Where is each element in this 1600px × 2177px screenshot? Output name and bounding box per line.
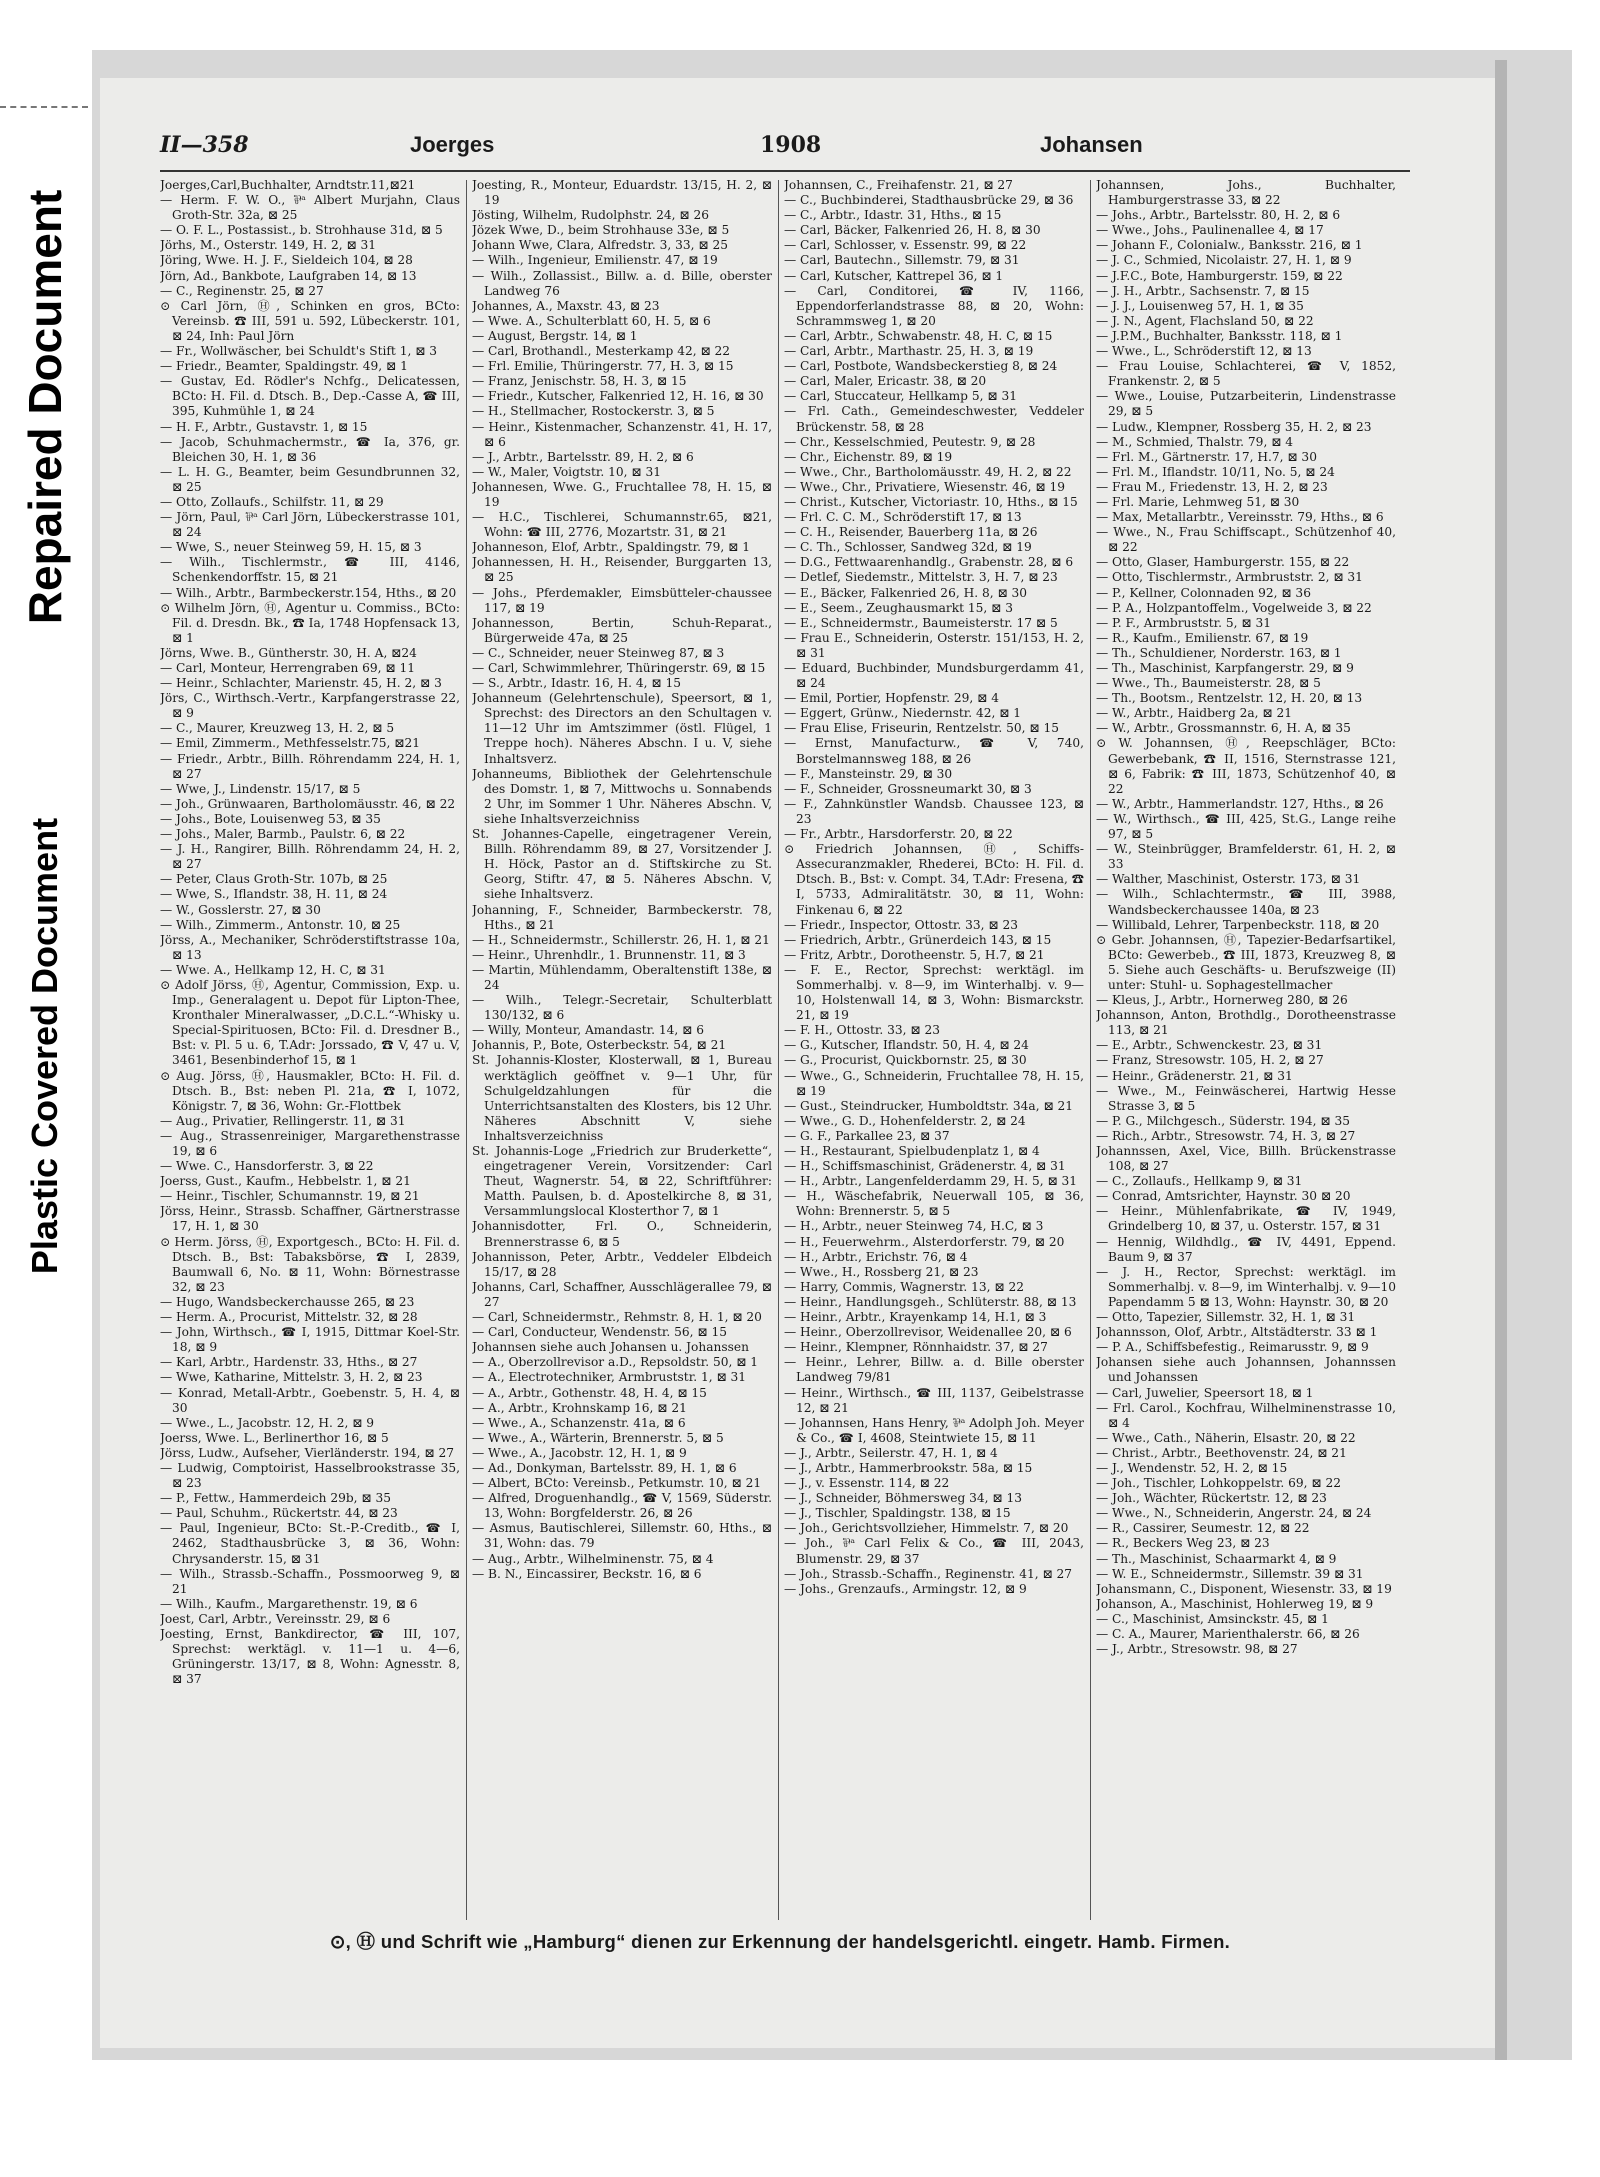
directory-entry: Joesting, R., Monteur, Eduardstr. 13/15, H. 2, ⊠ 19 <box>472 178 772 208</box>
directory-entry: — Frl. Marie, Lehmweg 51, ⊠ 30 <box>1096 494 1300 509</box>
directory-entry: — Gustav, Ed. Rödler's Nchfg., Delicatessen, BCto: H. Fil. d. Dtsch. B., Dep.-Casse A, ☎ III, 395, Kuhmühle 1, ⊠ 24 <box>160 374 460 419</box>
side-label-strip <box>0 0 90 2177</box>
directory-entry: — Otto, Zollaufs., Schilfstr. 11, ⊠ 29 <box>160 494 384 509</box>
directory-entry: — Wwe., G. D., Hohenfelderstr. 2, ⊠ 24 <box>784 1113 1026 1128</box>
directory-entry: Johansmann, C., Disponent, Wiesenstr. 33, ⊠ 19 <box>1096 1581 1392 1596</box>
directory-entry: — Kleus, J., Arbtr., Hornerweg 280, ⊠ 26 <box>1096 993 1348 1008</box>
directory-entry: — Wwe., L., Jacobstr. 12, H. 2, ⊠ 9 <box>160 1415 375 1430</box>
directory-entry: — Wilh., Arbtr., Barmbeckerstr.154, Hths., ⊠ 20 <box>160 585 457 600</box>
directory-entry: — Aug., Privatier, Rellingerstr. 11, ⊠ 31 <box>160 1113 406 1128</box>
directory-entry: — Wwe. C., Hansdorferstr. 3, ⊠ 22 <box>160 1159 374 1174</box>
directory-entry: Joerss, Gust., Kaufm., Hebbelstr. 1, ⊠ 21 <box>160 1174 411 1189</box>
directory-entry: — Wwe., N., Schneiderin, Angerstr. 24, ⊠ 24 <box>1096 1506 1372 1521</box>
directory-entry: — Ernst, Manufacturw., ☎ V, 740, Borstelmannsweg 188, ⊠ 26 <box>784 736 1084 766</box>
directory-entry: — Carl, Bautechn., Sillemstr. 79, ⊠ 31 <box>784 253 1020 268</box>
directory-entry: — Wwe., Chr., Privatiere, Wiesenstr. 46, ⊠ 19 <box>784 479 1065 494</box>
directory-entry: — Wwe, S., Iflandstr. 38, H. 11, ⊠ 24 <box>160 887 388 902</box>
directory-entry: — M., Schmied, Thalstr. 79, ⊠ 4 <box>1096 434 1294 449</box>
directory-entry: Johannesson, Bertin, Schuh-Reparat., Bürgerweide 47a, ⊠ 25 <box>472 615 772 645</box>
directory-entry: — Jacob, Schuhmachermstr., ☎ Ia, 376, gr. Bleichen 30, H. 1, ⊠ 36 <box>160 434 460 464</box>
directory-entry: — Wwe., Th., Baumeisterstr. 28, ⊠ 5 <box>1096 676 1321 691</box>
directory-entry: — H., Arbtr., neuer Steinweg 74, H.C, ⊠ 3 <box>784 1219 1044 1234</box>
directory-entry: — Joh., Wächter, Rückertstr. 12, ⊠ 23 <box>1096 1491 1327 1506</box>
directory-entry: St. Johannis-Kloster, Klosterwall, ⊠ 1, Bureau werktäglich geöffnet v. 9—1 Uhr, für Schulgeldzahlungen für die Unterrichtsanstalten des Klosters, bis 12 Uhr. Näheres Abschnitt V, siehe Inhaltsverzeichniss <box>472 1053 772 1143</box>
directory-entry: — W., Arbtr., Grossmannstr. 6, H. A, ⊠ 35 <box>1096 721 1351 736</box>
directory-entry: ⊙ Wilhelm Jörn, Ⓗ, Agentur u. Commiss., BCto: Fil. d. Dresdn. Bk., ☎ Ia, 1748 Hopfensack 13, ⊠ 1 <box>160 600 460 645</box>
directory-entry: — Carl, Juwelier, Speersort 18, ⊠ 1 <box>1096 1385 1314 1400</box>
directory-entry: — Carl, Schlosser, v. Essenstr. 99, ⊠ 22 <box>784 238 1027 253</box>
directory-entry: Johanning, F., Schneider, Barmbeckerstr. 78, Hths., ⊠ 21 <box>472 902 772 932</box>
directory-entry: — Wwe, S., neuer Steinweg 59, H. 15, ⊠ 3 <box>160 540 422 555</box>
directory-entry: — E., Schneidermstr., Baumeisterstr. 17 ⊠ 5 <box>784 615 1058 630</box>
directory-entry: — Joh., Strassb.-Schaffn., Reginenstr. 41, ⊠ 27 <box>784 1566 1073 1581</box>
directory-entry: — Frl. C. C. M., Schröderstift 17, ⊠ 13 <box>784 510 1022 525</box>
directory-entry: — Carl, Stuccateur, Hellkamp 5, ⊠ 31 <box>784 389 1017 404</box>
cut-line <box>0 106 88 108</box>
directory-columns <box>160 178 1410 1918</box>
directory-entry: — Konrad, Metall-Arbtr., Goebenstr. 5, H. 4, ⊠ 30 <box>160 1385 460 1415</box>
directory-entry: — H., Wäschefabrik, Neuerwall 105, ⊠ 36, Wohn: Brennerstr. 5, ⊠ 5 <box>784 1189 1084 1219</box>
directory-entry: — J., Wendenstr. 52, H. 2, ⊠ 15 <box>1096 1460 1288 1475</box>
directory-entry: Johannsen, C., Freihafenstr. 21, ⊠ 27 <box>784 178 1013 192</box>
directory-entry: — Wwe., A., Jacobstr. 12, H. 1, ⊠ 9 <box>472 1445 687 1460</box>
directory-entry: — S., Arbtr., Idastr. 16, H. 4, ⊠ 15 <box>472 676 682 691</box>
directory-entry: — Herm. A., Procurist, Mittelstr. 32, ⊠ 28 <box>160 1310 418 1325</box>
directory-entry: Johanneums, Bibliothek der Gelehrtenschule des Domstr. 1, ⊠ 7, Mittwochs u. Sonnabends 2 Uhr, im Sommer 1 Uhr. Näheres Abschn. V, siehe Inhaltsverzeichniss <box>472 766 772 826</box>
directory-entry: — Joh., Gerichtsvollzieher, Himmelstr. 7, ⊠ 20 <box>784 1521 1069 1536</box>
directory-entry: — Franz, Jenischstr. 58, H. 3, ⊠ 15 <box>472 374 687 389</box>
directory-entry: Jörns, Wwe. B., Güntherstr. 30, H. A, ⊠24 <box>160 645 417 660</box>
directory-entry: — Joh., Grünwaaren, Bartholomäusstr. 46, ⊠ 22 <box>160 796 456 811</box>
directory-entry: — Carl, Maler, Ericastr. 38, ⊠ 20 <box>784 374 987 389</box>
directory-entry: — Frl. M., Iflandstr. 10/11, No. 5, ⊠ 24 <box>1096 464 1335 479</box>
directory-entry: — Wwe., A., Schanzenstr. 41a, ⊠ 6 <box>472 1415 686 1430</box>
directory-entry: — Frl. Carol., Kochfrau, Wilhelminenstrasse 10, ⊠ 4 <box>1096 1400 1396 1430</box>
directory-entry: — J., v. Essenstr. 114, ⊠ 22 <box>784 1476 950 1491</box>
directory-entry: — H., Stellmacher, Rostockerstr. 3, ⊠ 5 <box>472 404 715 419</box>
directory-entry: — W., Arbtr., Haidberg 2a, ⊠ 21 <box>1096 706 1292 721</box>
directory-entry: — Wwe., A., Wärterin, Brennerstr. 5, ⊠ 5 <box>472 1430 724 1445</box>
directory-entry: — Wilh., Tischlermstr., ☎ III, 4146, Schenkendorffstr. 15, ⊠ 21 <box>160 555 460 585</box>
directory-entry: — P. F., Armbruststr. 5, ⊠ 31 <box>1096 615 1272 630</box>
directory-entry: — C., Maschinist, Amsinckstr. 45, ⊠ 1 <box>1096 1611 1329 1626</box>
directory-entry: — Emil, Portier, Hopfenstr. 29, ⊠ 4 <box>784 691 999 706</box>
directory-entry: — August, Bergstr. 14, ⊠ 1 <box>472 328 638 343</box>
directory-entry: — Eduard, Buchbinder, Mundsburgerdamm 41, ⊠ 24 <box>784 661 1084 691</box>
directory-entry: — A., Oberzollrevisor a.D., Repsoldstr. 50, ⊠ 1 <box>472 1355 759 1370</box>
directory-entry: — Carl, Conducteur, Wendenstr. 56, ⊠ 15 <box>472 1325 727 1340</box>
directory-entry: — C., Maurer, Kreuzweg 13, H. 2, ⊠ 5 <box>160 721 395 736</box>
directory-entry: — R., Kaufm., Emilienstr. 67, ⊠ 19 <box>1096 630 1309 645</box>
directory-entry: — Aug., Strassenreiniger, Margarethenstrasse 19, ⊠ 6 <box>160 1128 460 1158</box>
header-rule <box>160 170 1410 172</box>
directory-entry: Joesting, Ernst, Bankdirector, ☎ III, 107, Sprechst: werktägl. v. 11—1 u. 4—6, Grüningerstr. 13/17, ⊠ 8, Wohn: Agnesstr. 8, ⊠ 37 <box>160 1627 460 1687</box>
directory-entry: — Ludw., Klempner, Rossberg 35, H. 2, ⊠ 23 <box>1096 419 1372 434</box>
directory-entry: — Albert, BCto: Vereinsb., Petkumstr. 10, ⊠ 21 <box>472 1476 762 1491</box>
directory-entry: — Carl, Arbtr., Schwabenstr. 48, H. C, ⊠ 15 <box>784 328 1053 343</box>
directory-entry: — Christ., Kutscher, Victoriastr. 10, Hths., ⊠ 15 <box>784 494 1078 509</box>
directory-entry: — F. E., Rector, Sprechst: werktägl. im Sommerhalbj. v. 8—9, im Winterhalbj. v. 9—10, Holstenwall 14, ⊠ 3, Wohn: Bismarckstr. 21, ⊠ 19 <box>784 962 1084 1023</box>
column-3 <box>784 178 1084 1918</box>
directory-entry: — L. H. G., Beamter, beim Gesundbrunnen 32, ⊠ 25 <box>160 464 460 494</box>
directory-entry: — Johs., Pferdemakler, Eimsbütteler-chaussee 117, ⊠ 19 <box>472 585 772 615</box>
directory-entry: Jösting, Wilhelm, Rudolphstr. 24, ⊠ 26 <box>472 208 709 223</box>
directory-entry: — Frau E., Schneiderin, Osterstr. 151/153, H. 2, ⊠ 31 <box>784 630 1084 660</box>
directory-entry: — Wwe, Katharine, Mittelstr. 3, H. 2, ⊠ 23 <box>160 1370 423 1385</box>
directory-entry: Johannes, A., Maxstr. 43, ⊠ 23 <box>472 298 660 313</box>
directory-entry: Jöring, Wwe. H. J. F., Sieldeich 104, ⊠ 28 <box>160 253 413 268</box>
directory-entry: — J., Arbtr., Bartelsstr. 89, H. 2, ⊠ 6 <box>472 449 694 464</box>
footer-note: ⊙, Ⓗ und Schrift wie „Hamburg“ dienen zur Erkennung der handelsgerichtl. eingetr. Hamb. Firmen. <box>329 1931 1231 1952</box>
directory-entry: — Heinr., Arbtr., Krayenkamp 14, H.1, ⊠ 3 <box>784 1310 1047 1325</box>
directory-entry: — Ludwig, Comptoirist, Hasselbrookstrasse 35, ⊠ 23 <box>160 1460 460 1491</box>
directory-entry: — H., Feuerwehrm., Alsterdorferstr. 79, ⊠ 20 <box>784 1234 1065 1249</box>
directory-entry: — Christ., Arbtr., Beethovenstr. 24, ⊠ 21 <box>1096 1445 1347 1460</box>
directory-entry: — Johann F., Colonialw., Banksstr. 216, ⊠ 1 <box>1096 238 1363 253</box>
directory-entry: — H., Schiffsmaschinist, Grädenerstr. 4, ⊠ 31 <box>784 1159 1066 1174</box>
directory-entry: — Fr., Wollwäscher, bei Schuldt's Stift 1, ⊠ 3 <box>160 344 438 359</box>
directory-entry: St. Johannis-Loge „Friedrich zur Bruderkette“, eingetragener Verein, Vorsitzender: Carl Theut, Wagnerstr. 54, ⊠ 22, Schriftführer: Matth. Paulsen, b. d. Apostelkirche 8, ⊠ 31, Versammlungslocal Klosterthor 7, ⊠ 1 <box>472 1144 772 1219</box>
directory-entry: — Wwe., H., Rossberg 21, ⊠ 23 <box>784 1264 979 1279</box>
directory-entry: — Peter, Claus Groth-Str. 107b, ⊠ 25 <box>160 872 388 887</box>
directory-entry: — Heinr., Uhrenhdlr., 1. Brunnenstr. 11, ⊠ 3 <box>472 947 746 962</box>
directory-entry: — Rich., Arbtr., Stresowstr. 74, H. 3, ⊠ 27 <box>1096 1128 1356 1143</box>
directory-entry: — J. J., Louisenweg 57, H. 1, ⊠ 35 <box>1096 298 1304 313</box>
directory-entry: Joerss, Wwe. L., Berlinerthor 16, ⊠ 5 <box>160 1430 389 1445</box>
directory-entry: — G. F., Parkallee 23, ⊠ 37 <box>784 1128 950 1143</box>
directory-entry: — Wwe., L., Schröderstift 12, ⊠ 13 <box>1096 344 1312 359</box>
directory-entry: — Wwe., G., Schneiderin, Fruchtallee 78, H. 15, ⊠ 19 <box>784 1068 1084 1098</box>
directory-entry: Johannsen, Johs., Buchhalter, Hamburgerstrasse 33, ⊠ 22 <box>1096 178 1396 208</box>
directory-entry: — Heinr., Kistenmacher, Schanzenstr. 41, H. 17, ⊠ 6 <box>472 419 772 449</box>
directory-entry: — Friedr., Inspector, Ottostr. 33, ⊠ 23 <box>784 917 1018 932</box>
repaired-document-label: Repaired Document <box>19 189 71 625</box>
directory-entry: — J., Arbtr., Seilerstr. 47, H. 1, ⊠ 4 <box>784 1445 998 1460</box>
directory-entry: Johannis, P., Bote, Osterbeckstr. 54, ⊠ 21 <box>472 1038 727 1053</box>
directory-entry: — Walther, Maschinist, Osterstr. 173, ⊠ 31 <box>1096 872 1361 887</box>
directory-entry: ⊙ Carl Jörn, Ⓗ, Schinken en gros, BCto: Vereinsb. ☎ III, 591 u. 592, Lübeckerstr. 101, ⊠ 24, Inh: Paul Jörn <box>160 298 460 343</box>
directory-entry: — R., Cassirer, Seumestr. 12, ⊠ 22 <box>1096 1521 1310 1536</box>
directory-entry: — F. H., Ottostr. 33, ⊠ 23 <box>784 1023 940 1038</box>
directory-entry: — D.G., Fettwaarenhandlg., Grabenstr. 28, ⊠ 6 <box>784 555 1074 570</box>
directory-entry: — Carl, Bäcker, Falkenried 26, H. 8, ⊠ 30 <box>784 223 1041 238</box>
directory-entry: — Wwe., Johs., Paulinenallee 4, ⊠ 17 <box>1096 223 1324 238</box>
directory-entry: — W., Wirthsch., ☎ III, 425, St.G., Lange reihe 97, ⊠ 5 <box>1096 811 1396 842</box>
page-header <box>160 132 1410 168</box>
directory-entry: — Frau Elise, Friseurin, Rentzelstr. 50, ⊠ 15 <box>784 721 1059 736</box>
directory-entry: — Heinr., Handlungsgeh., Schlüterstr. 88, ⊠ 13 <box>784 1294 1077 1309</box>
directory-entry: Jörss, Ludw., Aufseher, Vierländerstr. 194, ⊠ 27 <box>160 1445 454 1460</box>
directory-entry: — Johs., Maler, Barmb., Paulstr. 6, ⊠ 22 <box>160 827 406 842</box>
directory-entry: Johannssen, Axel, Vice, Billh. Brückenstrasse 108, ⊠ 27 <box>1096 1144 1396 1174</box>
directory-entry: — R., Beckers Weg 23, ⊠ 23 <box>1096 1536 1270 1551</box>
directory-entry: — H., Arbtr., Langenfelderdamm 29, H. 5, ⊠ 31 <box>784 1174 1078 1189</box>
directory-entry: — Chr., Kesselschmied, Peutestr. 9, ⊠ 28 <box>784 434 1036 449</box>
directory-entry: — C. Th., Schlosser, Sandweg 32d, ⊠ 19 <box>784 540 1032 555</box>
directory-entry: Johanson, A., Maschinist, Hohlerweg 19, ⊠ 9 <box>1096 1596 1374 1611</box>
directory-entry: — Heinr., Schlachter, Marienstr. 45, H. 2, ⊠ 3 <box>160 676 442 691</box>
directory-entry: — Johs., Bote, Louisenweg 53, ⊠ 35 <box>160 811 381 826</box>
directory-entry: — Wwe. A., Schulterblatt 60, H. 5, ⊠ 6 <box>472 313 711 328</box>
directory-entry: — Wwe., Chr., Bartholomäusstr. 49, H. 2, ⊠ 22 <box>784 464 1072 479</box>
directory-entry: St. Johannes-Capelle, eingetragener Verein, Billh. Röhrendamm 89, ⊠ 27, Vorsitzender J. H. Höck, Pastor an d. Stiftskirche zu St. Georg, Stiftr. 47, ⊠ 5. Näheres Abschn. V, siehe Inhaltsverz. <box>472 827 772 902</box>
directory-entry: — Wwe., Cath., Näherin, Elsastr. 20, ⊠ 22 <box>1096 1430 1356 1445</box>
directory-entry: — Friedr., Kutscher, Falkenried 12, H. 16, ⊠ 30 <box>472 389 764 404</box>
directory-entry: — J. H., Rector, Sprechst: werktägl. im Sommerhalbj. v. 8—9, im Winterhalbj. v. 9—10 Papendamm 5 ⊠ 13, Wohn: Haynstr. 30, ⊠ 20 <box>1096 1264 1396 1309</box>
directory-entry: Jörhs, M., Osterstr. 149, H. 2, ⊠ 31 <box>160 238 377 253</box>
directory-entry: Johanns, Carl, Schaffner, Ausschlägerallee 79, ⊠ 27 <box>472 1279 772 1309</box>
directory-entry: — G., Kutscher, Iflandstr. 50, H. 4, ⊠ 24 <box>784 1038 1029 1053</box>
directory-entry: Johannsen siehe auch Johansen u. Johanssen <box>472 1340 749 1355</box>
directory-entry: — Friedr., Arbtr., Billh. Röhrendamm 224, H. 1, ⊠ 27 <box>160 751 460 781</box>
directory-entry: Johanneson, Elof, Arbtr., Spaldingstr. 79, ⊠ 1 <box>472 540 750 555</box>
directory-entry: — Joh., ⅌ᵃ Carl Felix & Co., ☎ III, 2043, Blumenstr. 29, ⊠ 37 <box>784 1536 1084 1566</box>
directory-entry: — C. A., Maurer, Marienthalerstr. 66, ⊠ 26 <box>1096 1627 1360 1641</box>
directory-entry: — H. F., Arbtr., Gustavstr. 1, ⊠ 15 <box>160 419 368 434</box>
directory-entry: — Wilh., Schlachtermstr., ☎ III, 3988, Wandsbeckerchaussee 140a, ⊠ 23 <box>1096 887 1396 917</box>
directory-entry: — A., Arbtr., Krohnskamp 16, ⊠ 21 <box>472 1400 687 1415</box>
directory-entry: — Th., Bootsm., Rentzelstr. 12, H. 20, ⊠ 13 <box>1096 691 1363 706</box>
directory-entry: — J.F.C., Bote, Hamburgerstr. 159, ⊠ 22 <box>1096 268 1343 283</box>
directory-entry: Johannessen, H. H., Reisender, Burggarten 13, ⊠ 25 <box>472 555 772 585</box>
directory-entry: — P., Kellner, Colonnaden 92, ⊠ 36 <box>1096 585 1311 600</box>
directory-entry: — W. E., Schneidermstr., Sillemstr. 39 ⊠ 31 <box>1096 1566 1364 1581</box>
directory-entry: — Jörn, Paul, ⅌ᵃ Carl Jörn, Lübeckerstrasse 101, ⊠ 24 <box>160 510 460 540</box>
directory-entry: — Wilh., Strassb.-Schaffn., Possmoorweg 9, ⊠ 21 <box>160 1566 460 1596</box>
directory-entry: — C. H., Reisender, Bauerberg 11a, ⊠ 26 <box>784 525 1038 540</box>
directory-entry: — E., Seem., Zeughausmarkt 15, ⊠ 3 <box>784 600 1013 615</box>
directory-entry: — Frl. Cath., Gemeindeschwester, Veddeler Brückenstr. 58, ⊠ 28 <box>784 404 1084 434</box>
directory-entry: — Paul, Ingenieur, BCto: St.-P.-Creditb., ☎ I, 2462, Stadthausbrücke 3, ⊠ 36, Wohn: Chrysanderstr. 15, ⊠ 31 <box>160 1521 460 1566</box>
directory-entry: ⊙ Gebr. Johannsen, Ⓗ, Tapezier-Bedarfsartikel, BCto: Gewerbeb., ☎ III, 1873, Kreuzweg 8, ⊠ 5. Siehe auch Geschäfts- u. Berufszweige (II) unter: Stuhl- u. Sophagestellmacher <box>1096 932 1396 992</box>
directory-entry: — H.C., Tischlerei, Schumannstr.65, ⊠21, Wohn: ☎ III, 2776, Mozartstr. 31, ⊠ 21 <box>472 510 772 540</box>
directory-entry: — Wwe., M., Feinwäscherei, Hartwig Hesse Strasse 3, ⊠ 5 <box>1096 1083 1396 1113</box>
directory-entry: — Paul, Schuhm., Rückertstr. 44, ⊠ 23 <box>160 1506 398 1521</box>
directory-entry: — Carl, Schneidermstr., Rehmstr. 8, H. 1, ⊠ 20 <box>472 1310 762 1325</box>
directory-entry: — H., Schneidermstr., Schillerstr. 26, H. 1, ⊠ 21 <box>472 932 770 947</box>
directory-entry: — Wilh., Zimmerm., Antonstr. 10, ⊠ 25 <box>160 917 401 932</box>
directory-entry: — J., Tischler, Spaldingstr. 138, ⊠ 15 <box>784 1506 1011 1521</box>
directory-entry: — Th., Maschinist, Karpfangerstr. 29, ⊠ 9 <box>1096 661 1354 675</box>
column-1 <box>160 178 460 1918</box>
directory-entry: — Heinr., Klempner, Rönnhaidstr. 37, ⊠ 27 <box>784 1340 1048 1355</box>
directory-entry: — G., Procurist, Quickbornstr. 25, ⊠ 30 <box>784 1053 1027 1068</box>
column-4 <box>1096 178 1396 1918</box>
directory-entry: — F., Schneider, Grossneumarkt 30, ⊠ 3 <box>784 781 1032 796</box>
directory-entry: Jörs, C., Wirthsch.-Vertr., Karpfangerstrasse 22, ⊠ 9 <box>160 691 460 721</box>
directory-entry: — Wilh., Ingenieur, Emilienstr. 47, ⊠ 19 <box>472 253 718 268</box>
directory-entry: — Carl, Arbtr., Marthastr. 25, H. 3, ⊠ 19 <box>784 344 1034 359</box>
directory-entry: ⊙ Aug. Jörss, Ⓗ, Hausmakler, BCto: H. Fil. d. Dtsch. B., Bst: neben Pl. 21a, ☎ I, 1072, Königstr. 7, ⊠ 36, Wohn: Gr.-Flottbek <box>160 1068 460 1113</box>
directory-entry: — Otto, Tapezier, Sillemstr. 32, H. 1, ⊠ 31 <box>1096 1310 1356 1325</box>
directory-entry: — Th., Maschinist, Schaarmarkt 4, ⊠ 9 <box>1096 1551 1337 1566</box>
directory-entry: — Conrad, Amtsrichter, Haynstr. 30 ⊠ 20 <box>1096 1189 1351 1204</box>
directory-entry: — John, Wirthsch., ☎ I, 1915, Dittmar Koel-Str. 18, ⊠ 9 <box>160 1325 460 1355</box>
directory-entry: — Herm. F. W. O., ⅌ᵃ Albert Murjahn, Claus Groth-Str. 32a, ⊠ 25 <box>160 193 460 223</box>
directory-entry: — W., Gosslerstr. 27, ⊠ 30 <box>160 902 321 917</box>
directory-entry: — Carl, Kutscher, Kattrepel 36, ⊠ 1 <box>784 268 1004 283</box>
directory-entry: — Frl. M., Gärtnerstr. 17, H.7, ⊠ 30 <box>1096 449 1317 464</box>
directory-entry: — Fr., Arbtr., Harsdorferstr. 20, ⊠ 22 <box>784 827 1013 842</box>
directory-entry: — F., Mansteinstr. 29, ⊠ 30 <box>784 766 953 781</box>
directory-entry: — Martin, Mühlendamm, Oberaltenstift 138e, ⊠ 24 <box>472 962 772 992</box>
directory-entry: — H., Restaurant, Spielbudenplatz 1, ⊠ 4 <box>784 1144 1040 1158</box>
directory-entry: — Wilh., Telegr.-Secretair, Schulterblatt 130/132, ⊠ 6 <box>472 993 772 1023</box>
directory-entry: — Emil, Zimmerm., Methfesselstr.75, ⊠21 <box>160 736 421 751</box>
directory-entry: — C., Zollaufs., Hellkamp 9, ⊠ 31 <box>1096 1174 1303 1189</box>
directory-entry: — Hennig, Wildhdlg., ☎ IV, 4491, Eppend. Baum 9, ⊠ 37 <box>1096 1234 1396 1264</box>
directory-entry: — J. H., Arbtr., Sachsenstr. 7, ⊠ 15 <box>1096 283 1310 298</box>
directory-entry: ⊙ W. Johannsen, Ⓗ, Reepschläger, BCto: Gewerbebank, ☎ II, 1516, Sternstrasse 121, ⊠ 6, Fabrik: ☎ III, 1873, Schützenhof 40, ⊠ 22 <box>1096 736 1396 796</box>
header-first-name: Joerges <box>410 132 495 157</box>
directory-entry: — Frau Louise, Schlachterei, ☎ V, 1852, Frankenstr. 2, ⊠ 5 <box>1096 359 1396 389</box>
directory-entry: — Heinr., Grädenerstr. 21, ⊠ 31 <box>1096 1068 1293 1083</box>
directory-entry: — Joh., Tischler, Lohkoppelstr. 69, ⊠ 22 <box>1096 1476 1342 1491</box>
directory-entry: — Otto, Tischlermstr., Armbruststr. 2, ⊠ 31 <box>1096 570 1363 585</box>
directory-entry: — Wwe., Louise, Putzarbeiterin, Lindenstrasse 29, ⊠ 5 <box>1096 389 1396 419</box>
directory-entry: — W., Maler, Voigtstr. 10, ⊠ 31 <box>472 464 662 479</box>
directory-entry: — Wilh., Zollassist., Billw. a. d. Bille, oberster Landweg 76 <box>472 268 772 298</box>
directory-entry: — Otto, Glaser, Hamburgerstr. 155, ⊠ 22 <box>1096 555 1350 570</box>
directory-entry: — H., Arbtr., Erichstr. 76, ⊠ 4 <box>784 1249 968 1264</box>
directory-entry: — W., Arbtr., Hammerlandstr. 127, Hths., ⊠ 26 <box>1096 796 1384 811</box>
directory-entry: — Asmus, Bautischlerei, Sillemstr. 60, Hths., ⊠ 31, Wohn: das. 79 <box>472 1521 772 1551</box>
directory-entry: — Willy, Monteur, Amandastr. 14, ⊠ 6 <box>472 1023 704 1038</box>
directory-entry: — Friedrich, Arbtr., Grünerdeich 143, ⊠ 15 <box>784 932 1052 947</box>
directory-entry: Johannisson, Peter, Arbtr., Veddeler Elbdeich 15/17, ⊠ 28 <box>472 1249 772 1279</box>
directory-entry: ⊙ Herm. Jörss, Ⓗ, Exportgesch., BCto: H. Fil. d. Dtsch. B., Bst: Tabaksbörse, ☎ I, 2839, Baumwall 6, No. ⊠ 11, Wohn: Börnestrasse 32, ⊠ 23 <box>160 1234 460 1294</box>
directory-entry: Johannisdotter, Frl. O., Schneiderin, Brennerstrasse 6, ⊠ 5 <box>472 1219 772 1249</box>
directory-entry: — Th., Schuldiener, Norderstr. 163, ⊠ 1 <box>1096 645 1342 660</box>
directory-entry: — Carl, Conditorei, ☎ IV, 1166, Eppendorferlandstrasse 88, ⊠ 20, Wohn: Schrammsweg 1, ⊠ 20 <box>784 283 1084 328</box>
directory-entry: — Johs., Grenzaufs., Armingstr. 12, ⊠ 9 <box>784 1581 1027 1596</box>
directory-entry: Johanneum (Gelehrtenschule), Speersort, ⊠ 1, Sprechst: des Directors an den Schultagen v. 11—12 Uhr im Amtszimmer (östl. Flügel, 1 Treppe hoch). Näheres Abschn. I u. V, siehe Inhaltsverz. <box>472 691 772 766</box>
directory-entry: Johannson, Anton, Brothdlg., Dorotheenstrasse 113, ⊠ 21 <box>1096 1008 1396 1038</box>
directory-entry: — Carl, Monteur, Herrengraben 69, ⊠ 11 <box>160 661 416 675</box>
directory-entry: Joest, Carl, Arbtr., Vereinsstr. 29, ⊠ 6 <box>160 1611 391 1626</box>
directory-entry: — J., Arbtr., Hammerbrookstr. 58a, ⊠ 15 <box>784 1460 1033 1475</box>
directory-entry: — F., Zahnkünstler Wandsb. Chaussee 123, ⊠ 23 <box>784 796 1084 826</box>
directory-entry: — Aug., Arbtr., Wilhelminenstr. 75, ⊠ 4 <box>472 1551 714 1566</box>
directory-entry: Joerges,Carl,Buchhalter, Arndtstr.11,⊠21 <box>160 178 416 192</box>
directory-entry: Jörss, Heinr., Strassb. Schaffner, Gärtnerstrasse 17, H. 1, ⊠ 30 <box>160 1204 460 1234</box>
page-number: II—358 <box>160 132 249 158</box>
directory-entry: — Harry, Commis, Wagnerstr. 13, ⊠ 22 <box>784 1279 1024 1294</box>
directory-entry: — Karl, Arbtr., Hardenstr. 33, Hths., ⊠ 27 <box>160 1355 418 1370</box>
directory-entry: — Max, Metallarbtr., Vereinsstr. 79, Hths., ⊠ 6 <box>1096 510 1384 525</box>
directory-entry: — P. G., Milchgesch., Süderstr. 194, ⊠ 35 <box>1096 1113 1351 1128</box>
directory-entry: — E., Bäcker, Falkenried 26, H. 8, ⊠ 30 <box>784 585 1028 600</box>
directory-entry: — J. N., Agent, Flachsland 50, ⊠ 22 <box>1096 313 1314 328</box>
directory-entry: — Heinr., Tischler, Schumannstr. 19, ⊠ 21 <box>160 1189 420 1204</box>
directory-entry: Johann Wwe, Clara, Alfredstr. 3, 33, ⊠ 25 <box>472 238 728 253</box>
directory-entry: Jörss, A., Mechaniker, Schröderstiftstrasse 10a, ⊠ 13 <box>160 932 460 962</box>
directory-entry: — Wwe, J., Lindenstr. 15/17, ⊠ 5 <box>160 781 361 796</box>
directory-entry: Jözek Wwe, D., beim Strohhause 33e, ⊠ 5 <box>472 223 730 238</box>
directory-entry: — Heinr., Lehrer, Billw. a. d. Bille oberster Landweg 79/81 <box>784 1355 1084 1385</box>
directory-entry: ⊙ Adolf Jörss, Ⓗ, Agentur, Commission, Exp. u. Imp., Generalagent u. Depot für Lipton-Thee, Kronthaler Mineralwasser, „D.C.L.“-Whisky u. Special-Spirituosen, BCto: Fil. d. Dresdner B., Bst: v. Pl. 5 u. 6, T.Adr: Jorssado, ☎ V, 47 u. V, 3461, Besenbinderhof 15, ⊠ 1 <box>160 977 460 1068</box>
column-2 <box>472 178 772 1918</box>
directory-entry: — B. N., Eincassirer, Beckstr. 16, ⊠ 6 <box>472 1566 702 1581</box>
directory-entry: — Johannsen, Hans Henry, ⅌ᵃ Adolph Joh. Meyer & Co., ☎ I, 4608, Steintwiete 15, ⊠ 11 <box>784 1415 1084 1445</box>
directory-entry: — C., Arbtr., Idastr. 31, Hths., ⊠ 15 <box>784 208 1002 223</box>
directory-entry: — P. A., Holzpantoffelm., Vogelweide 3, ⊠ 22 <box>1096 600 1372 615</box>
directory-entry: — Carl, Postbote, Wandsbeckerstieg 8, ⊠ 24 <box>784 359 1058 374</box>
directory-entry: — Heinr., Wirthsch., ☎ III, 1137, Geibelstrasse 12, ⊠ 21 <box>784 1385 1084 1415</box>
directory-entry: — Gust., Steindrucker, Humboldtstr. 34a, ⊠ 21 <box>784 1098 1074 1113</box>
directory-entry: — Ad., Donkyman, Bartelsstr. 89, H. 1, ⊠ 6 <box>472 1460 737 1475</box>
directory-entry: — J. H., Rangirer, Billh. Röhrendamm 24, H. 2, ⊠ 27 <box>160 842 460 872</box>
directory-entry: — Johs., Arbtr., Bartelsstr. 80, H. 2, ⊠ 6 <box>1096 208 1341 223</box>
directory-entry: — J., Arbtr., Stresowstr. 98, ⊠ 27 <box>1096 1642 1298 1657</box>
directory-entry: Johannsson, Olof, Arbtr., Altstädterstr. 33 ⊠ 1 <box>1096 1325 1378 1340</box>
directory-entry: Johannesen, Wwe. G., Fruchtallee 78, H. 15, ⊠ 19 <box>472 479 772 509</box>
directory-entry: — P., Fettw., Hammerdeich 29b, ⊠ 35 <box>160 1491 391 1506</box>
directory-entry: — Wwe. A., Hellkamp 12, H. C, ⊠ 31 <box>160 962 386 977</box>
header-last-name: Johansen <box>1040 132 1143 157</box>
directory-entry: — Detlef, Siedemstr., Mittelstr. 3, H. 7, ⊠ 23 <box>784 570 1058 585</box>
directory-entry: — J.P.M., Buchhalter, Banksstr. 118, ⊠ 1 <box>1096 328 1343 343</box>
directory-entry: Jörn, Ad., Bankbote, Laufgraben 14, ⊠ 13 <box>160 268 417 283</box>
directory-entry: — Frau M., Friedenstr. 13, H. 2, ⊠ 23 <box>1096 479 1328 494</box>
page-edge <box>1495 60 1507 2060</box>
directory-entry: — Friedr., Beamter, Spaldingstr. 49, ⊠ 1 <box>160 359 408 374</box>
directory-entry: — O. F. L., Postassist., b. Strohhause 31d, ⊠ 5 <box>160 223 443 238</box>
directory-entry: — J., Schneider, Böhmersweg 34, ⊠ 13 <box>784 1491 1023 1506</box>
directory-entry: — Fritz, Arbtr., Dorotheenstr. 5, H.7, ⊠ 21 <box>784 947 1045 962</box>
directory-entry: — E., Arbtr., Schwenckestr. 23, ⊠ 31 <box>1096 1038 1323 1053</box>
directory-entry: — Willibald, Lehrer, Tarpenbeckstr. 118, ⊠ 20 <box>1096 917 1380 932</box>
directory-entry: Johansen siehe auch Johannsen, Johannssen und Johanssen <box>1096 1355 1396 1385</box>
header-year: 1908 <box>760 132 822 158</box>
directory-entry: — Wilh., Kaufm., Margarethenstr. 19, ⊠ 6 <box>160 1596 418 1611</box>
directory-entry: — P. A., Schiffsbefestig., Reimarusstr. 9, ⊠ 9 <box>1096 1340 1369 1355</box>
directory-entry: — Heinr., Mühlenfabrikate, ☎ IV, 1949, Grindelberg 10, ⊠ 37, u. Osterstr. 157, ⊠ 31 <box>1096 1204 1396 1234</box>
directory-entry: — Eggert, Grünw., Niedernstr. 42, ⊠ 1 <box>784 706 1022 721</box>
directory-entry: — A., Arbtr., Gothenstr. 48, H. 4, ⊠ 15 <box>472 1385 707 1400</box>
directory-entry: — Frl. Emilie, Thüringerstr. 77, H. 3, ⊠ 15 <box>472 359 734 374</box>
directory-entry: — W., Steinbrügger, Bramfelderstr. 61, H. 2, ⊠ 33 <box>1096 842 1396 872</box>
directory-entry: — Carl, Schwimmlehrer, Thüringerstr. 69, ⊠ 15 <box>472 661 766 675</box>
directory-entry: — Wwe., N., Frau Schiffscapt., Schützenhof 40, ⊠ 22 <box>1096 525 1396 555</box>
directory-entry: — Hugo, Wandsbeckerchausse 265, ⊠ 23 <box>160 1294 415 1309</box>
plastic-covered-document-label: Plastic Covered Document <box>24 817 65 1275</box>
directory-entry: — C., Reginenstr. 25, ⊠ 27 <box>160 283 324 298</box>
directory-entry: — A., Electrotechniker, Armbruststr. 1, ⊠ 31 <box>472 1370 747 1385</box>
directory-entry: — C., Schneider, neuer Steinweg 87, ⊠ 3 <box>472 645 725 660</box>
directory-entry: — Franz, Stresowstr. 105, H. 2, ⊠ 27 <box>1096 1053 1324 1068</box>
directory-entry: — Heinr., Oberzollrevisor, Weidenallee 20, ⊠ 6 <box>784 1325 1072 1340</box>
directory-entry: — Alfred, Droguenhandlg., ☎ V, 1569, Süderstr. 13, Wohn: Borgfelderstr. 26, ⊠ 26 <box>472 1491 772 1521</box>
directory-entry: — Chr., Eichenstr. 89, ⊠ 19 <box>784 449 953 464</box>
directory-entry: ⊙ Friedrich Johannsen, Ⓗ, Schiffs-Assecuranzmakler, Rhederei, BCto: H. Fil. d. Dtsch. B., Bst: v. Compt. 34, T.Adr: Fresena, ☎ I, 5733, Admiralitätstr. 30, ⊠ 11, Wohn: Finkenau 6, ⊠ 22 <box>784 842 1084 917</box>
directory-entry: — Carl, Brothandl., Mesterkamp 42, ⊠ 22 <box>472 344 731 359</box>
directory-entry: — J. C., Schmied, Nicolaistr. 27, H. 1, ⊠ 9 <box>1096 253 1352 268</box>
directory-entry: — C., Buchbinderei, Stadthausbrücke 29, ⊠ 36 <box>784 193 1074 208</box>
